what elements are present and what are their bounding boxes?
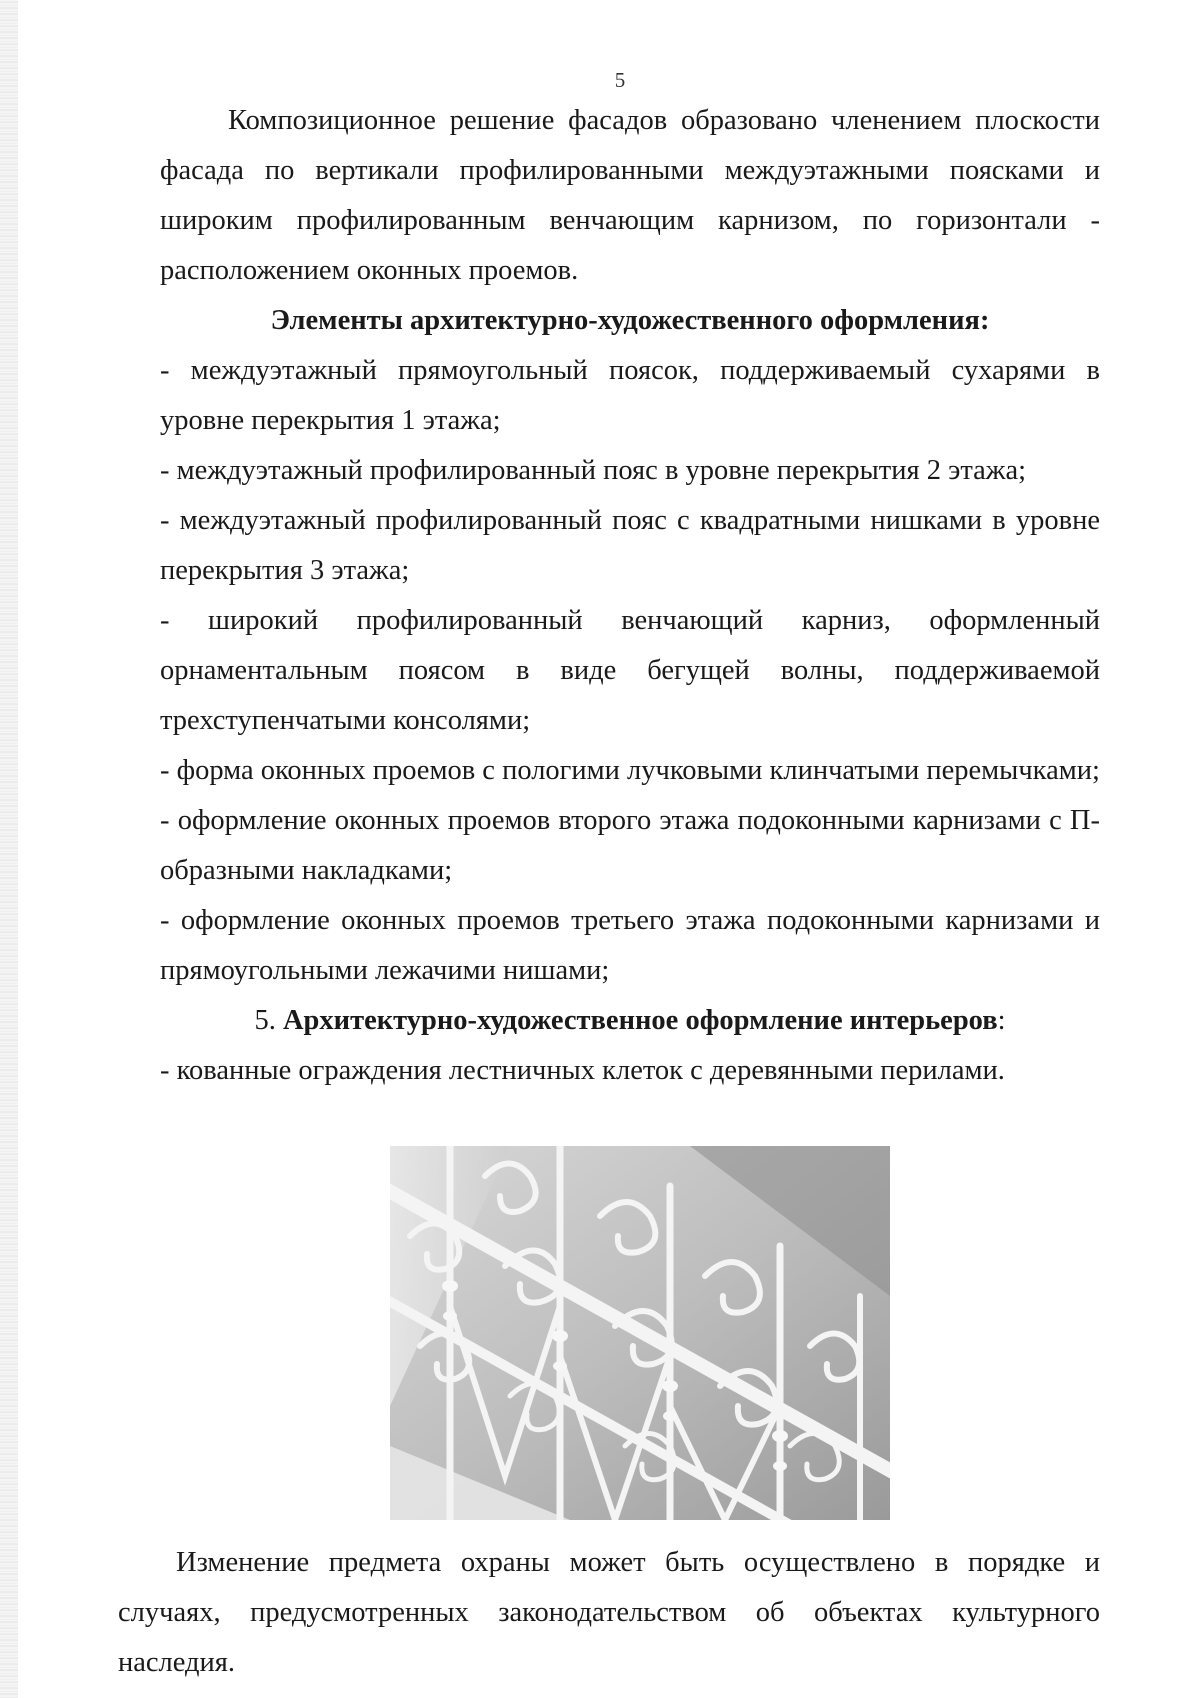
text-block-main bbox=[160, 96, 1100, 1096]
section-5-title: Архитектурно-художественное оформление интерьеров bbox=[282, 1005, 998, 1036]
page-number: 5 bbox=[614, 68, 626, 92]
element-item-1: - междуэтажный прямоугольный поясок, поддерживаемый сухарями в уровне перекрытия 1 этажа; bbox=[160, 355, 1100, 436]
interior-item-1: - кованные ограждения лестничных клеток с деревянными перилами. bbox=[160, 1055, 1005, 1086]
wrought-iron-railing-image bbox=[390, 1146, 890, 1520]
element-item-4: - широкий профилированный венчающий карниз, оформленный орнаментальным поясом в виде бегущей волны, поддерживаемой трехступенчатыми консолями; bbox=[160, 605, 1100, 736]
staircase-railing-photo bbox=[390, 1146, 890, 1520]
section-5-number: 5. bbox=[254, 1005, 276, 1036]
element-item-7: - оформление оконных проемов третьего этажа подоконными карнизами и прямоугольными лежачими нишами; bbox=[160, 905, 1100, 986]
elements-heading: Элементы архитектурно-художественного оформления: bbox=[270, 305, 990, 336]
element-item-3: - междуэтажный профилированный пояс с квадратными нишками в уровне перекрытия 3 этажа; bbox=[160, 505, 1100, 586]
closing-paragraph: Изменение предмета охраны может быть осуществлено в порядке и случаях, предусмотренных законодательством об объектах культурного наследия. bbox=[118, 1547, 1100, 1678]
element-item-6: - оформление оконных проемов второго этажа подоконными карнизами с П-образными накладками; bbox=[160, 805, 1100, 886]
text-block-closing bbox=[118, 1538, 1100, 1688]
section-5-suffix: : bbox=[997, 1005, 1006, 1036]
scan-edge-artifact bbox=[0, 0, 18, 1698]
element-item-5: - форма оконных проемов с пологими лучковыми клинчатыми перемычками; bbox=[160, 755, 1100, 786]
intro-paragraph: Композиционное решение фасадов образовано членением плоскости фасада по вертикали профилированными междуэтажными поясками и широким профилированным венчающим карнизом, по горизонтали - расположением оконных проемов. bbox=[160, 105, 1100, 286]
element-item-2: - междуэтажный профилированный пояс в уровне перекрытия 2 этажа; bbox=[160, 455, 1027, 486]
section-5-heading bbox=[160, 996, 1100, 1046]
